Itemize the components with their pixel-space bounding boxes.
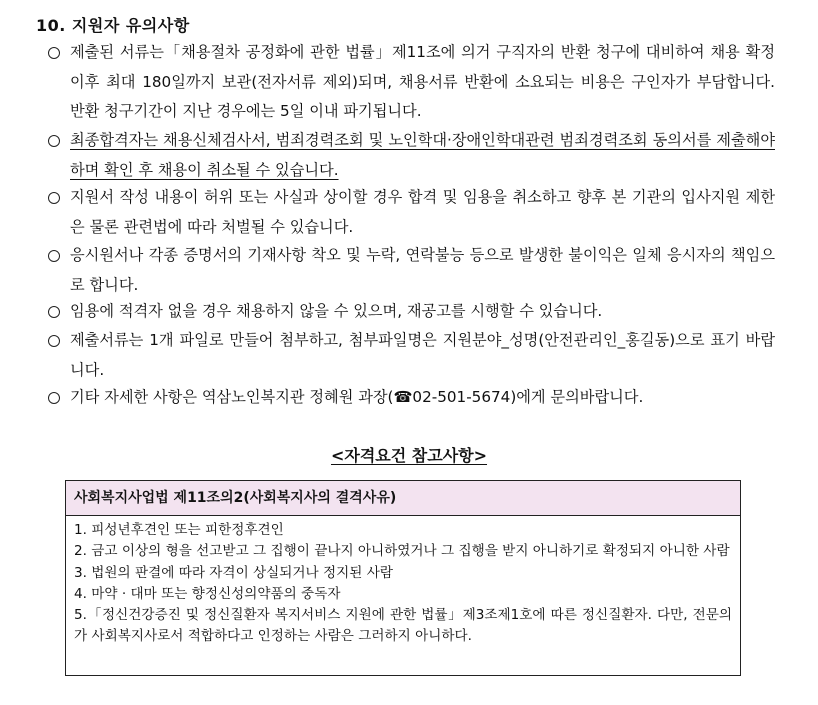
box-body	[66, 516, 740, 648]
box-title: 사회복지사업법 제11조의2(사회복지사의 결격사유)	[66, 481, 740, 516]
bullet-icon	[48, 335, 60, 347]
bullet-icon	[48, 192, 60, 204]
list-item: 5.「정신건강증진 및 정신질환자 복지서비스 지원에 관한 법률」제3조제1호에 따른 정신질환자. 다만, 전문의가 사회복지사로서 적합하다고 인정하는 사람은 그러하지 아니하다.	[74, 607, 732, 645]
list-item: 4. 마약 · 대마 또는 향정신성의약품의 중독자	[74, 585, 341, 602]
disqualification-box	[65, 480, 741, 676]
bullet-icon	[48, 250, 60, 262]
notice-item-5: 임용에 적격자 없을 경우 채용하지 않을 수 있으며, 재공고를 시행할 수 있습니다.	[70, 302, 603, 320]
notice-item-3: 지원서 작성 내용이 허위 또는 사실과 상이할 경우 합격 및 임용을 취소하고 향후 본 기관의 입사지원 제한은 물론 관련법에 따라 처벌될 수 있습니다.	[70, 188, 775, 236]
notice-item-4: 응시원서나 각종 증명서의 기재사항 착오 및 누락, 연락불능 등으로 발생한 불이익은 일체 응시자의 책임으로 합니다.	[70, 246, 775, 294]
qualification-subheading: <자격요건 참고사항>	[330, 446, 488, 465]
bullet-icon	[48, 135, 60, 147]
list-item: 1. 피성년후견인 또는 피한정후견인	[74, 522, 284, 538]
bullet-icon	[48, 392, 60, 404]
list-item: 3. 법원의 판결에 따라 자격이 상실되거나 정지된 사람	[74, 564, 393, 581]
section-heading: 10. 지원자 유의사항	[36, 16, 190, 35]
notice-item-6: 제출서류는 1개 파일로 만들어 첨부하고, 첨부파일명은 지원분야_성명(안전관리인_홍길동)으로 표기 바랍니다.	[70, 331, 775, 379]
notice-item-7: 기타 자세한 사항은 역삼노인복지관 정혜원 과장(☎02-501-5674)에게 문의바랍니다.	[70, 388, 644, 406]
list-item: 2. 금고 이상의 형을 선고받고 그 집행이 끝나지 아니하였거나 그 집행을 받지 아니하기로 확정되지 아니한 사람	[74, 543, 730, 560]
bullet-icon	[48, 306, 60, 318]
notice-item-2: 최종합격자는 채용신체검사서, 범죄경력조회 및 노인학대·장애인학대관련 범죄경력조회 동의서를 제출해야 하며 확인 후 채용이 취소될 수 있습니다.	[70, 131, 775, 179]
bullet-icon	[48, 47, 60, 59]
notice-item-1: 제출된 서류는「채용절차 공정화에 관한 법률」제11조에 의거 구직자의 반환 청구에 대비하여 채용 확정 이후 최대 180일까지 보관(전자서류 제외)되며, 채용서류 반환에 소요되는 비용은 구인자가 부담합니다. 반환 청구기간이 지난 경우에는 5일 이내 파기됩니다.	[70, 43, 775, 120]
